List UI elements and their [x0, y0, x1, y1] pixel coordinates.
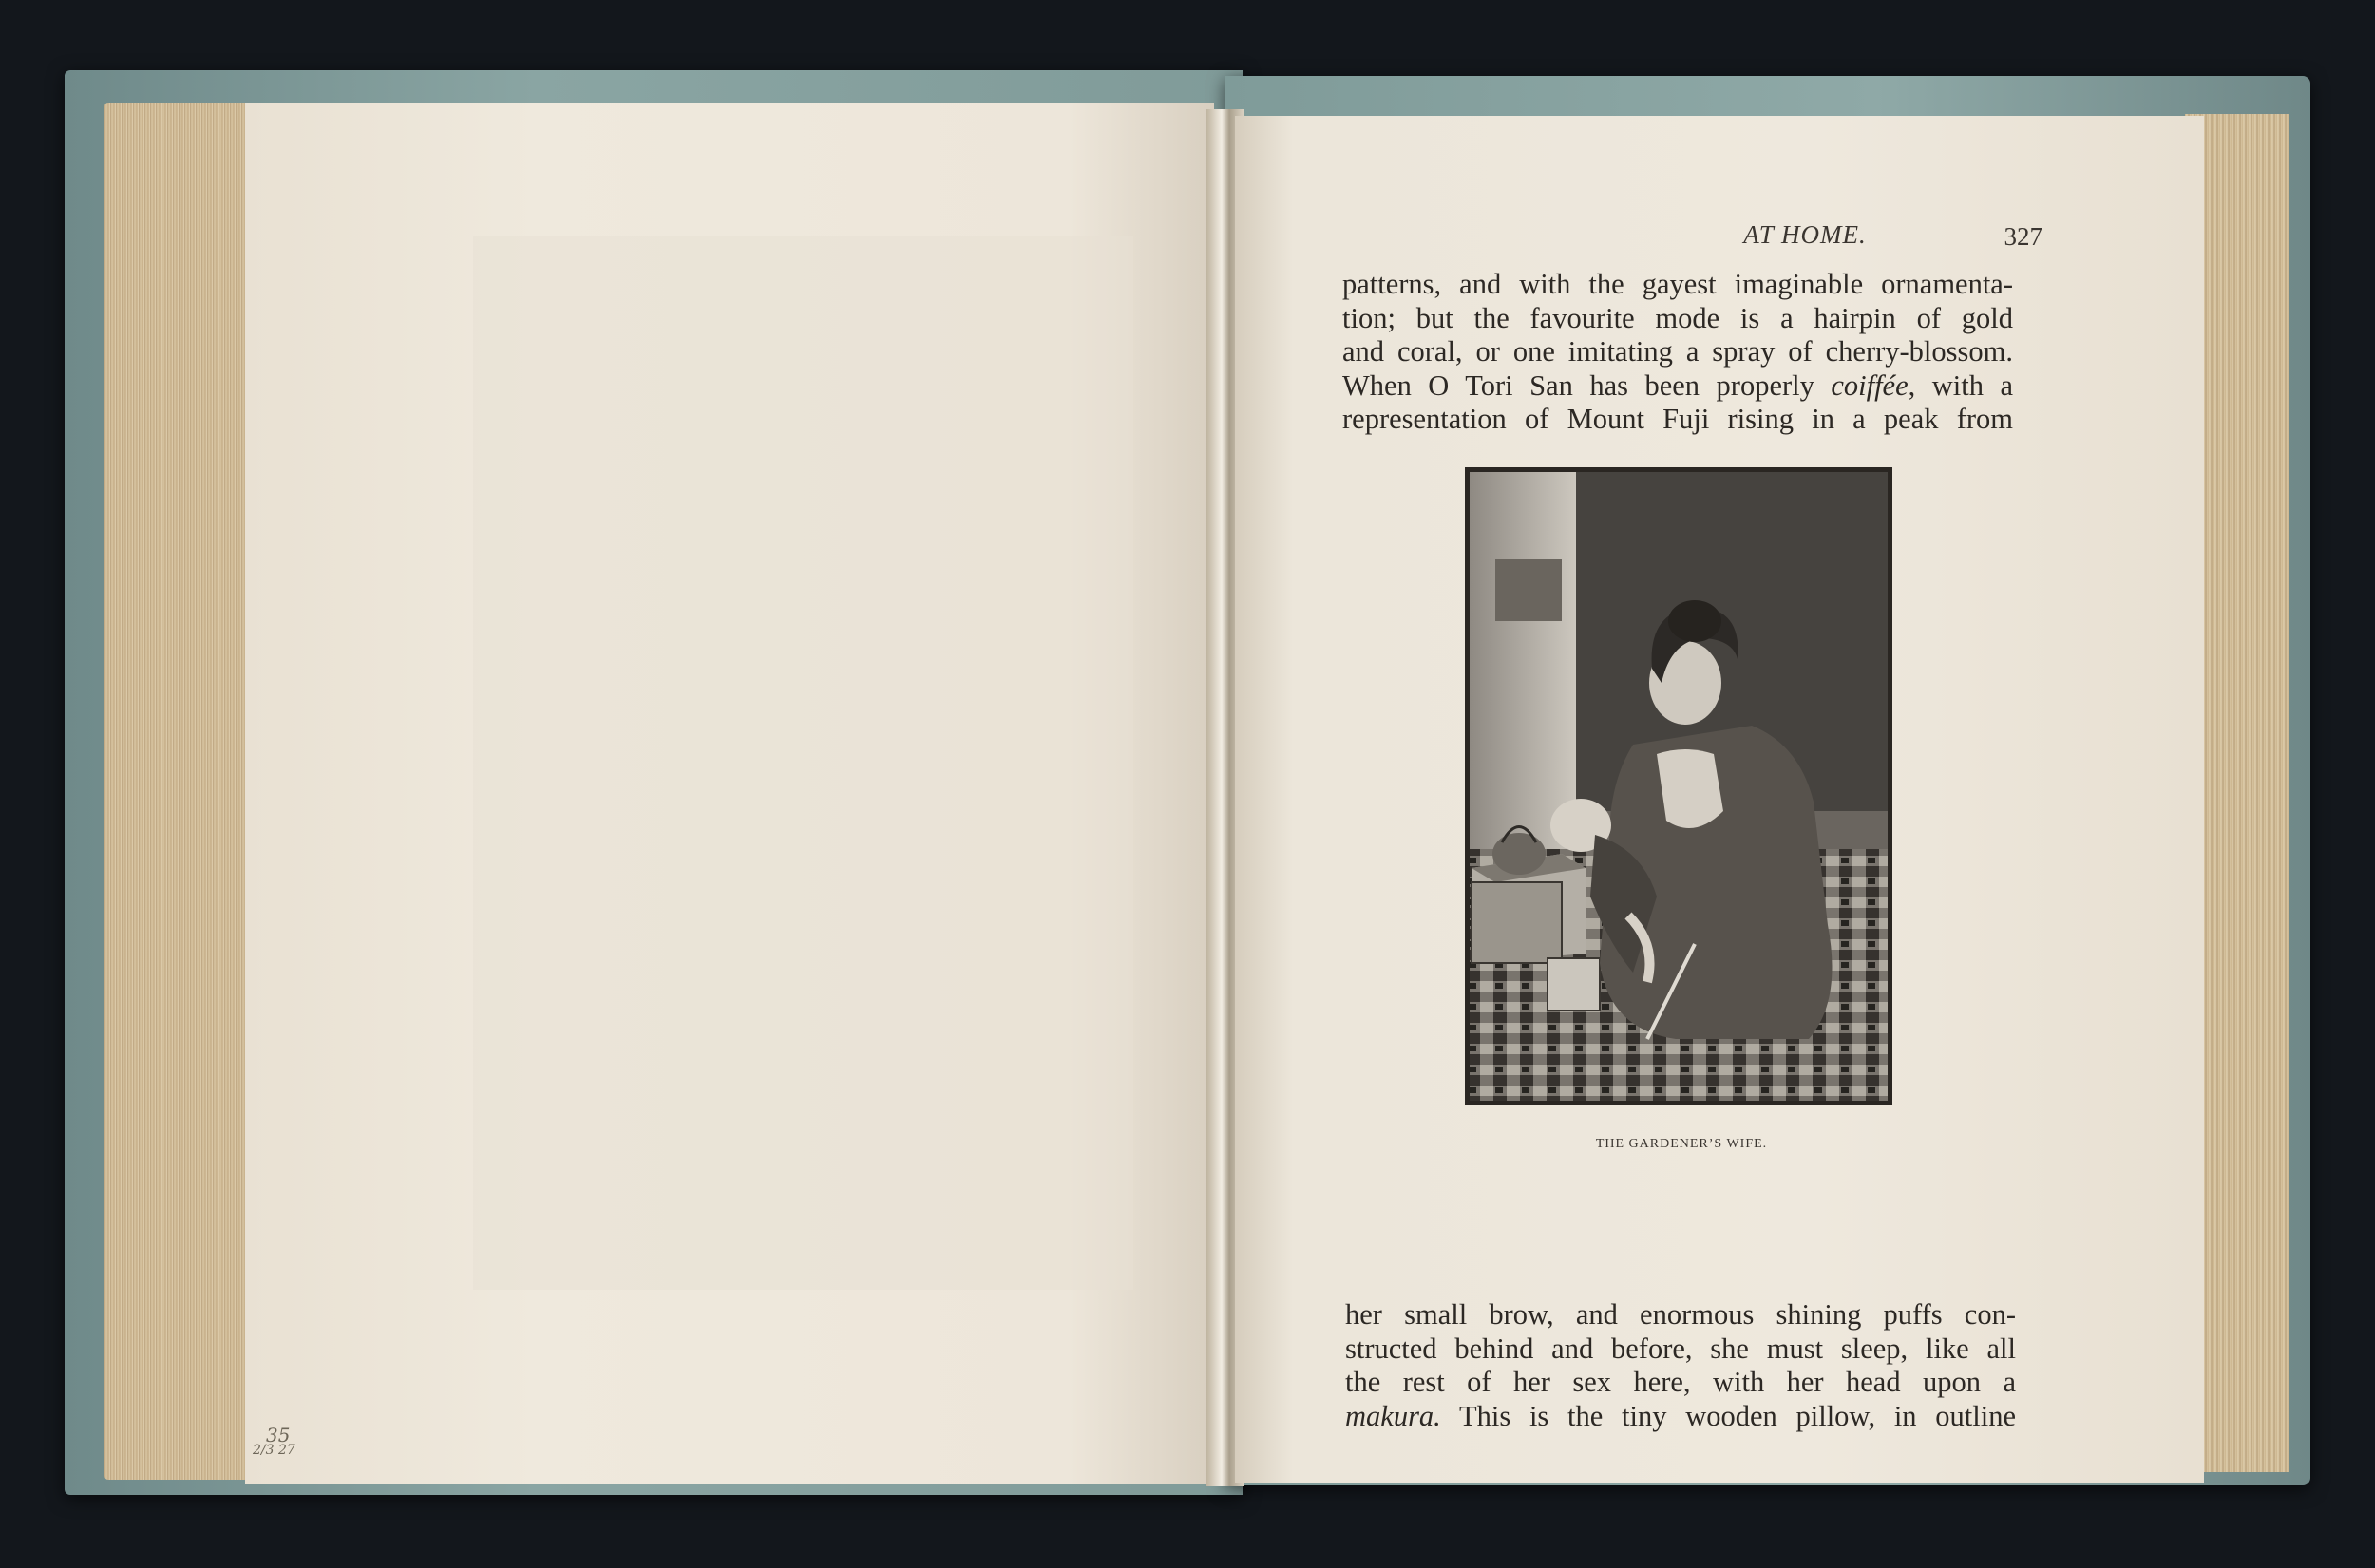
text-line: and coral, or one imitating a spray of cherry-blossom. [1342, 335, 2013, 368]
top-paragraph [1342, 268, 2013, 437]
text-line: structed behind and before, she must sleep, like all [1345, 1332, 2016, 1365]
page-number: 327 [2004, 222, 2042, 251]
library-mark-number: 35 [266, 1424, 291, 1446]
italic-word: coiffée [1831, 368, 1909, 402]
left-page [245, 103, 1214, 1484]
text-line: tion; but the favourite mode is a hairpin of gold [1342, 301, 2013, 334]
text-line: patterns, and with the gayest imaginable ornamenta- [1342, 268, 2013, 300]
italic-word: makura. [1345, 1399, 1441, 1432]
gardeners-wife-photograph [1465, 467, 1892, 1105]
running-head: AT HOME. [1743, 220, 1867, 249]
text-line: the rest of her sex here, with her head upon a [1345, 1366, 2016, 1398]
text-line: When O Tori San has been properly coiffée, with a [1342, 368, 2013, 402]
text-line: makura. This is the tiny wooden pillow, in outline [1345, 1399, 2016, 1432]
photo-illustration [1467, 469, 1890, 1104]
library-mark-shelf: 2/3 27 [253, 1443, 295, 1458]
library-mark [253, 1424, 319, 1458]
figure-caption: THE GARDENER’S WIFE. [1595, 1137, 1768, 1151]
blank-plate-area [473, 236, 1133, 1290]
text-line: her small brow, and enormous shining puffs con- [1345, 1298, 2016, 1331]
page-edges-left [104, 103, 256, 1480]
bottom-paragraph [1345, 1298, 2016, 1433]
text-line: representation of Mount Fuji rising in a peak from [1342, 403, 2013, 435]
right-page [1235, 116, 2204, 1483]
